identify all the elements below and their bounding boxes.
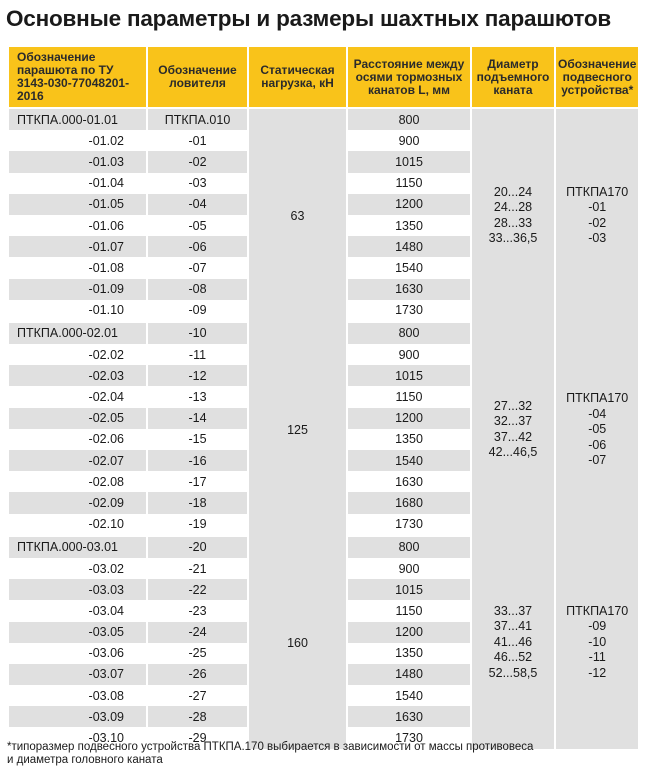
diameter-value: 33...36,5	[488, 231, 538, 246]
cell-distance: 1200	[348, 408, 470, 429]
suspension-value: -03	[588, 231, 607, 246]
cell-catcher: -09	[148, 300, 247, 323]
header-catcher: Обозначение ловителя	[148, 47, 247, 109]
diameter-value: 41...46	[493, 634, 533, 649]
header-load: Статическая нагрузка, кН	[249, 47, 346, 109]
cell-distance: 1150	[348, 600, 470, 621]
cell-parachute: -03.02	[9, 558, 146, 579]
suspension-value: -06	[588, 437, 607, 452]
cell-parachute: -01.03	[9, 151, 146, 172]
cell-distance: 1350	[348, 643, 470, 664]
header-parachute: Обозначение парашюта по ТУ 3143-030-77048201-2016	[9, 47, 146, 109]
table-header-row	[9, 47, 638, 109]
cell-distance: 1015	[348, 151, 470, 172]
cell-parachute: -02.02	[9, 344, 146, 365]
diameter-value: 20...24	[493, 184, 533, 199]
header-diameter: Диаметр подъемного каната	[472, 47, 554, 109]
cell-distance: 1015	[348, 365, 470, 386]
cell-catcher: -12	[148, 365, 247, 386]
table-row	[9, 323, 638, 344]
cell-catcher: -22	[148, 579, 247, 600]
cell-catcher: -04	[148, 194, 247, 215]
cell-catcher: -13	[148, 386, 247, 407]
suspension-value: -10	[588, 634, 607, 649]
suspension-value: ПТКПА170	[566, 391, 629, 406]
cell-catcher: -26	[148, 664, 247, 685]
header-distance: Расстояние между осями тормозных канатов L, мм	[348, 47, 470, 109]
table-row	[9, 109, 638, 130]
table-row	[9, 537, 638, 558]
cell-load: 63	[249, 109, 346, 323]
cell-suspension	[556, 323, 638, 537]
cell-parachute: -02.08	[9, 471, 146, 492]
cell-catcher: -19	[148, 514, 247, 537]
cell-parachute: -01.02	[9, 130, 146, 151]
cell-parachute: -02.09	[9, 492, 146, 513]
cell-catcher: -16	[148, 450, 247, 471]
cell-catcher: -27	[148, 685, 247, 706]
cell-distance: 1150	[348, 386, 470, 407]
cell-distance: 1540	[348, 450, 470, 471]
cell-parachute: -02.04	[9, 386, 146, 407]
suspension-value: -04	[588, 406, 607, 421]
cell-parachute: -01.04	[9, 173, 146, 194]
suspension-value: ПТКПА170	[566, 603, 629, 618]
parameters-table	[7, 47, 640, 749]
cell-catcher: -17	[148, 471, 247, 492]
cell-catcher: -14	[148, 408, 247, 429]
cell-catcher: -02	[148, 151, 247, 172]
diameter-value: 42...46,5	[488, 445, 538, 460]
cell-parachute: -01.07	[9, 236, 146, 257]
suspension-value: -05	[588, 422, 607, 437]
cell-suspension	[556, 537, 638, 749]
diameter-value: 37...41	[493, 619, 533, 634]
cell-parachute: -03.05	[9, 622, 146, 643]
cell-parachute: -03.08	[9, 685, 146, 706]
cell-catcher: -11	[148, 344, 247, 365]
cell-distance: 900	[348, 344, 470, 365]
footnote	[7, 741, 533, 767]
suspension-value: -09	[588, 619, 607, 634]
diameter-value: 37...42	[493, 429, 533, 444]
suspension-value: -11	[588, 650, 606, 665]
diameter-value: 33...37	[493, 603, 533, 618]
cell-catcher: -18	[148, 492, 247, 513]
cell-distance: 1540	[348, 685, 470, 706]
cell-parachute: -01.05	[9, 194, 146, 215]
cell-diameter	[472, 109, 554, 323]
cell-parachute: ПТКПА.000-02.01	[9, 323, 146, 344]
cell-parachute: -03.06	[9, 643, 146, 664]
footnote-line: *типоразмер подвесного устройства ПТКПА.170 выбирается в зависимости от массы противовеса	[7, 741, 534, 753]
cell-distance: 1150	[348, 173, 470, 194]
cell-catcher: -24	[148, 622, 247, 643]
cell-catcher: -23	[148, 600, 247, 621]
cell-distance: 900	[348, 130, 470, 151]
cell-parachute: -02.03	[9, 365, 146, 386]
cell-catcher: -21	[148, 558, 247, 579]
cell-distance: 1730	[348, 514, 470, 537]
cell-load: 160	[249, 537, 346, 749]
cell-catcher: -29	[148, 727, 247, 748]
cell-distance: 900	[348, 558, 470, 579]
cell-distance: 1480	[348, 664, 470, 685]
header-suspension: Обозначение подвесного устройства*	[556, 47, 638, 109]
cell-distance: 1630	[348, 471, 470, 492]
cell-parachute: ПТКПА.000-03.01	[9, 537, 146, 558]
suspension-value: -12	[588, 665, 607, 680]
cell-catcher: -28	[148, 706, 247, 727]
cell-distance: 1350	[348, 429, 470, 450]
cell-distance: 1015	[348, 579, 470, 600]
cell-distance: 1630	[348, 706, 470, 727]
cell-catcher: -25	[148, 643, 247, 664]
cell-diameter	[472, 323, 554, 537]
cell-parachute: -02.06	[9, 429, 146, 450]
suspension-value: -02	[588, 215, 607, 230]
cell-catcher: -10	[148, 323, 247, 344]
cell-parachute: -03.07	[9, 664, 146, 685]
cell-catcher: -06	[148, 236, 247, 257]
diameter-value: 24...28	[493, 200, 533, 215]
footnote-line: и диаметра головного каната	[7, 754, 163, 766]
cell-parachute: -01.06	[9, 215, 146, 236]
cell-catcher: -05	[148, 215, 247, 236]
cell-parachute: ПТКПА.000-01.01	[9, 109, 146, 130]
cell-catcher: -03	[148, 173, 247, 194]
diameter-value: 32...37	[493, 414, 533, 429]
cell-distance: 1480	[348, 236, 470, 257]
diameter-value: 52...58,5	[488, 665, 538, 680]
cell-catcher: -20	[148, 537, 247, 558]
page-title: Основные параметры и размеры шахтных парашютов	[6, 6, 612, 31]
cell-catcher: ПТКПА.010	[148, 109, 247, 130]
cell-catcher: -08	[148, 279, 247, 300]
cell-parachute: -03.09	[9, 706, 146, 727]
table-body	[9, 109, 638, 749]
suspension-value: -01	[588, 200, 607, 215]
cell-parachute: -01.10	[9, 300, 146, 323]
cell-parachute: -02.07	[9, 450, 146, 471]
cell-catcher: -01	[148, 130, 247, 151]
diameter-value: 27...32	[493, 398, 533, 413]
cell-parachute: -01.09	[9, 279, 146, 300]
cell-catcher: -15	[148, 429, 247, 450]
cell-distance: 1680	[348, 492, 470, 513]
suspension-value: ПТКПА170	[566, 184, 629, 199]
diameter-value: 28...33	[493, 215, 533, 230]
cell-distance: 1350	[348, 215, 470, 236]
cell-parachute: -03.04	[9, 600, 146, 621]
diameter-value: 46...52	[493, 650, 533, 665]
cell-distance: 800	[348, 323, 470, 344]
cell-distance: 1200	[348, 194, 470, 215]
cell-parachute: -03.03	[9, 579, 146, 600]
cell-suspension	[556, 109, 638, 323]
cell-load: 125	[249, 323, 346, 537]
cell-distance: 1200	[348, 622, 470, 643]
cell-catcher: -07	[148, 257, 247, 278]
cell-distance: 1630	[348, 279, 470, 300]
cell-distance: 800	[348, 537, 470, 558]
cell-parachute: -02.05	[9, 408, 146, 429]
cell-distance: 1730	[348, 727, 470, 748]
cell-distance: 1540	[348, 257, 470, 278]
cell-diameter	[472, 537, 554, 749]
suspension-value: -07	[588, 453, 607, 468]
cell-distance: 800	[348, 109, 470, 130]
cell-parachute: -02.10	[9, 514, 146, 537]
cell-distance: 1730	[348, 300, 470, 323]
cell-parachute: -01.08	[9, 257, 146, 278]
cell-parachute: -03.10	[9, 727, 146, 748]
